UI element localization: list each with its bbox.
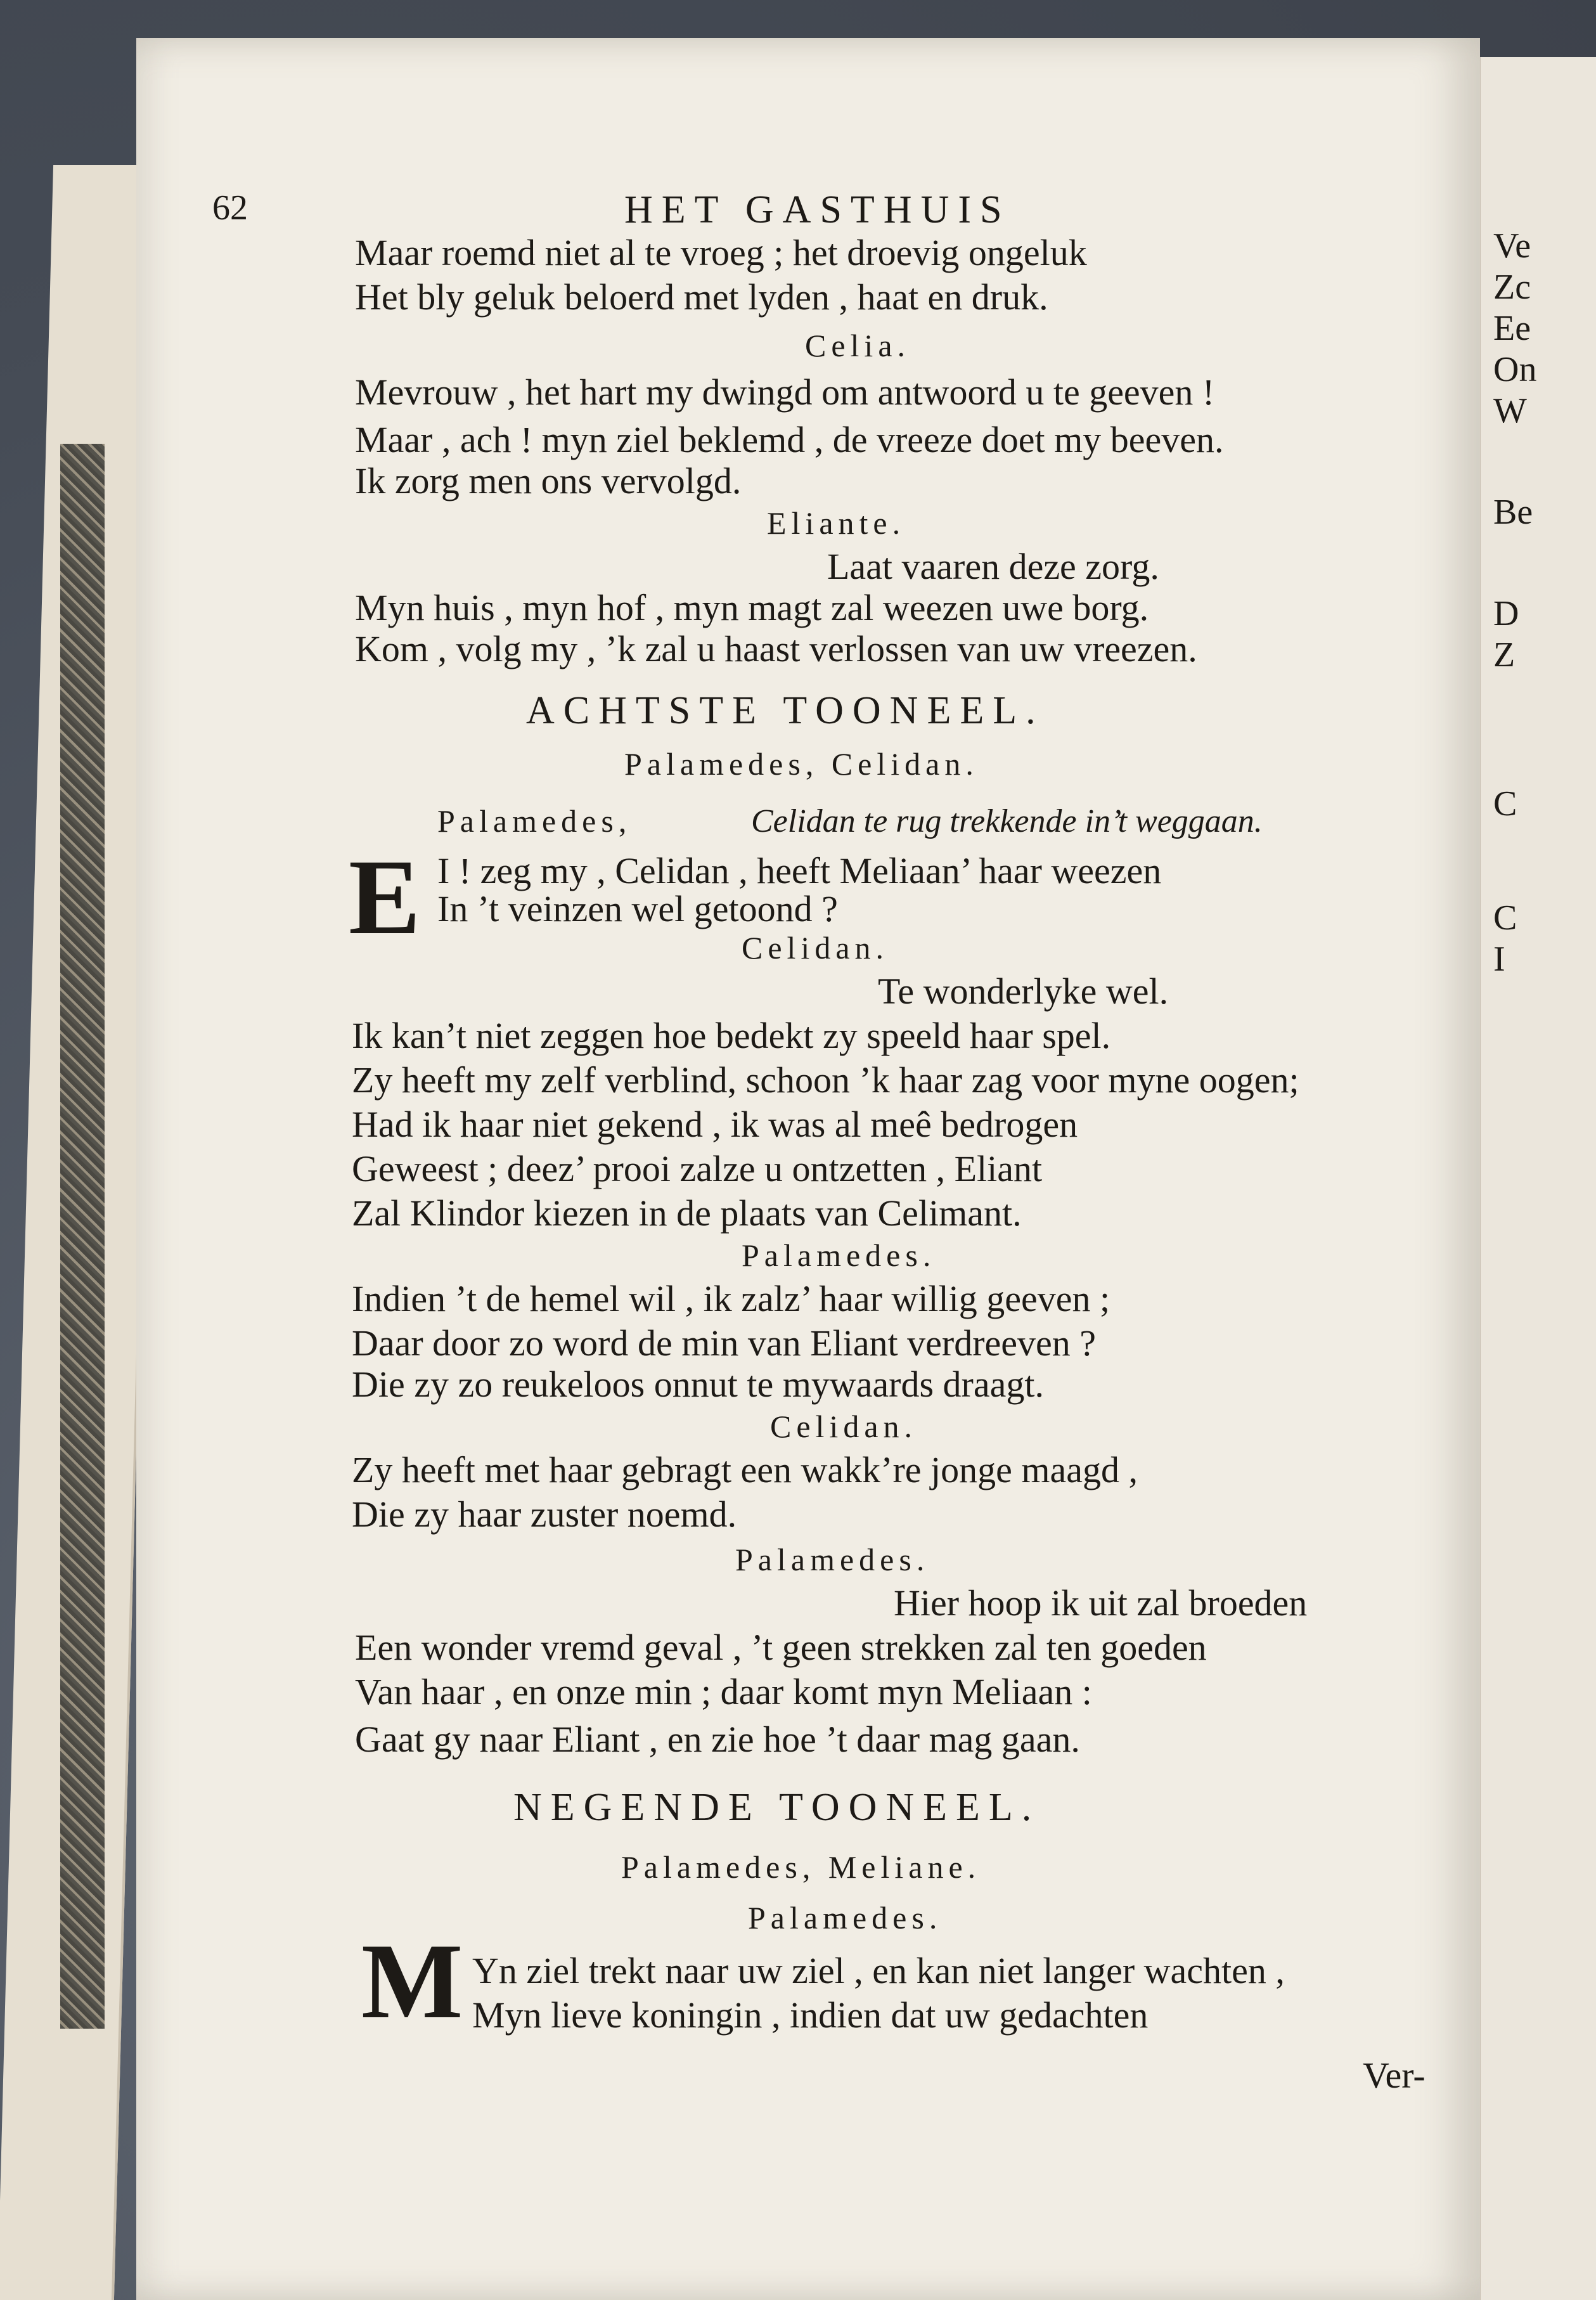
verse-line: Ik zorg men ons vervolgd. (355, 460, 742, 501)
facing-page (1477, 57, 1596, 2300)
verse-line: Had ik haar niet gekend , ik was al meê bedrogen (352, 1104, 1078, 1145)
verse-line: I ! zeg my , Celidan , heeft Meliaan’ haar weezen (437, 850, 1162, 891)
speaker-name: Celidan. (770, 1409, 918, 1444)
scene-characters: Palamedes, Meliane. (621, 1849, 981, 1885)
marbled-spine (60, 444, 105, 2029)
facing-fragment: Be (1493, 494, 1533, 530)
stage-direction: Celidan te rug trekkende in’t weggaan. (751, 803, 1263, 839)
verse-line: Zy heeft my zelf verblind, schoon ’k haar zag voor myne oogen; (352, 1059, 1299, 1101)
speaker-name: Palamedes, (437, 803, 632, 839)
verse-line: Het bly geluk beloerd met lyden , haat en druk. (355, 276, 1048, 318)
speaker-name: Palamedes. (735, 1542, 930, 1577)
verse-line: Yn ziel trekt naar uw ziel , en kan niet langer wachten , (472, 1950, 1285, 1991)
verse-line: Maar , ach ! myn ziel beklemd , de vreeze doet my beeven. (355, 419, 1224, 460)
facing-fragment: D (1493, 596, 1519, 631)
facing-fragment: Ee (1493, 311, 1531, 346)
facing-fragment: I (1493, 941, 1505, 977)
facing-fragment: On (1493, 352, 1537, 387)
facing-fragment: Zc (1493, 269, 1531, 305)
verse-line: Geweest ; deez’ prooi zalze u ontzetten , Eliant (352, 1148, 1043, 1189)
speaker-name: Palamedes. (742, 1237, 936, 1273)
verse-line: Een wonder vremd geval , ’t geen strekken zal ten goeden (355, 1627, 1207, 1668)
verse-line: Die zy haar zuster noemd. (352, 1494, 737, 1535)
scene-characters: Palamedes, Celidan. (624, 746, 979, 782)
verse-line: Gaat gy naar Eliant , en zie hoe ’t daar mag gaan. (355, 1719, 1080, 1760)
facing-fragment: W (1493, 393, 1527, 429)
verse-line: Ik kan’t niet zeggen hoe bedekt zy speeld haar spel. (352, 1015, 1111, 1056)
scene-heading: NEGENDE TOONEEL. (513, 1786, 1041, 1829)
speaker-name: Eliante. (767, 505, 906, 541)
verse-line: Daar door zo word de min van Eliant verdreeven ? (352, 1322, 1097, 1364)
verse-line: Van haar , en onze min ; daar komt myn Meliaan : (355, 1671, 1092, 1712)
verse-line: Laat vaaren deze zorg. (827, 546, 1159, 587)
drop-cap: M (361, 1922, 463, 2041)
speaker-name: Celidan. (742, 930, 889, 966)
verse-line: Hier hoop ik uit zal broeden (894, 1582, 1308, 1624)
facing-fragment: Z (1493, 637, 1516, 673)
speaker-name: Palamedes. (748, 1900, 943, 1935)
running-title: HET GASTHUIS (624, 188, 1011, 231)
verse-line: Indien ’t de hemel wil , ik zalz’ haar willig geeven ; (352, 1278, 1110, 1319)
verse-line: Kom , volg my , ’k zal u haast verlossen van uw vreezen. (355, 628, 1197, 669)
verse-line: Maar roemd niet al te vroeg ; het droevig ongeluk (355, 232, 1087, 273)
facing-fragment: C (1493, 900, 1517, 936)
verse-line: Die zy zo reukeloos onnut te mywaards draagt. (352, 1364, 1044, 1405)
verse-line: In ’t veinzen wel getoond ? (437, 888, 838, 929)
verse-line: Te wonderlyke wel. (878, 971, 1169, 1012)
catchword: Ver- (1363, 2055, 1425, 2096)
scene-heading: ACHTSTE TOONEEL. (526, 689, 1045, 732)
facing-fragment: Ve (1493, 228, 1531, 264)
facing-fragment: C (1493, 786, 1517, 822)
verse-line: Myn huis , myn hof , myn magt zal weezen uwe borg. (355, 587, 1149, 628)
verse-line: Zy heeft met haar gebragt een wakk’re jonge maagd , (352, 1449, 1138, 1490)
page-number: 62 (212, 188, 248, 228)
verse-line: Zal Klindor kiezen in de plaats van Celimant. (352, 1192, 1022, 1234)
speaker-name: Celia. (805, 328, 911, 363)
verse-line: Myn lieve koningin , indien dat uw gedachten (472, 1994, 1149, 2036)
drop-cap: E (349, 837, 421, 957)
verse-line: Mevrouw , het hart my dwingd om antwoord u te geeven ! (355, 371, 1215, 413)
